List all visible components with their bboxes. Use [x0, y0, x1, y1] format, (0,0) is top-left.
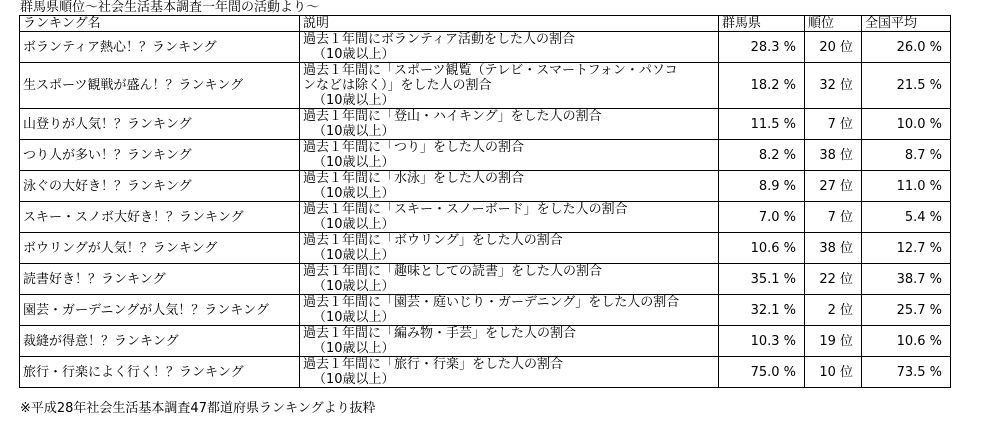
description-cell: [300, 233, 719, 264]
table-row: [20, 32, 951, 63]
description-line: 過去１年間に「趣味としての読書」をした人の割合: [303, 264, 603, 279]
age-note: （10歳以上）: [313, 155, 395, 170]
header-name: ランキング名: [20, 16, 300, 32]
national-average-cell: 5.4 %: [862, 202, 951, 233]
description-cell: [300, 202, 719, 233]
gunma-value-cell: 75.0 %: [719, 357, 805, 388]
table-row: [20, 202, 951, 233]
age-note: （10歳以上）: [313, 217, 395, 232]
rank-value-cell: 2 位: [805, 295, 862, 326]
table-row: [20, 63, 951, 109]
age-note: （10歳以上）: [313, 186, 395, 201]
ranking-name-cell: 山登りが人気！？ランキング: [20, 109, 300, 140]
national-average-cell: 38.7 %: [862, 264, 951, 295]
ranking-name-cell: ボランティア熱心！？ランキング: [20, 32, 300, 63]
table-row: [20, 140, 951, 171]
table-row: [20, 264, 951, 295]
table-header-row: [20, 16, 951, 32]
ranking-name-cell: 旅行・行楽によく行く！？ランキング: [20, 357, 300, 388]
rank-value-cell: 10 位: [805, 357, 862, 388]
description-line: 過去１年間にボランティア活動をした人の割合: [303, 32, 575, 47]
table-row: [20, 109, 951, 140]
rank-value-cell: 38 位: [805, 233, 862, 264]
footnote: ※平成28年社会生活基本調査47都道府県ランキングより抜粋: [20, 401, 376, 416]
description-cell: [300, 63, 719, 109]
description-cell: [300, 140, 719, 171]
description-cell: [300, 109, 719, 140]
table-row: [20, 295, 951, 326]
description-cell: [300, 326, 719, 357]
gunma-value-cell: 28.3 %: [719, 32, 805, 63]
ranking-name-cell: 泳ぐの大好き！？ランキング: [20, 171, 300, 202]
age-note: （10歳以上）: [313, 310, 395, 325]
gunma-value-cell: 32.1 %: [719, 295, 805, 326]
gunma-value-cell: 18.2 %: [719, 63, 805, 109]
gunma-value-cell: 11.5 %: [719, 109, 805, 140]
table-row: [20, 326, 951, 357]
age-note: （10歳以上）: [313, 124, 395, 139]
national-average-cell: 73.5 %: [862, 357, 951, 388]
description-cell: [300, 171, 719, 202]
description-line: 過去１年間に「登山・ハイキング」をした人の割合: [303, 109, 602, 124]
description-line: 過去１年間に「園芸・庭いじり・ガーデニング」をした人の割合: [303, 295, 680, 310]
description-line: 過去１年間に「旅行・行楽」をした人の割合: [303, 357, 564, 372]
age-note: （10歳以上）: [313, 93, 395, 108]
national-average-cell: 12.7 %: [862, 233, 951, 264]
description-line: 過去１年間に「水泳」をした人の割合: [303, 171, 525, 186]
description-cell: [300, 264, 719, 295]
description-line: 過去１年間に「スポーツ観覧（テレビ・スマートフォン・パソコ: [303, 63, 678, 78]
description-line: ンなどは除く）」をした人の割合: [303, 78, 492, 93]
age-note: （10歳以上）: [313, 279, 395, 294]
rank-value-cell: 38 位: [805, 140, 862, 171]
gunma-value-cell: 10.6 %: [719, 233, 805, 264]
description-cell: [300, 32, 719, 63]
header-description: 説明: [300, 16, 719, 32]
age-note: （10歳以上）: [313, 372, 395, 387]
ranking-name-cell: 園芸・ガーデニングが人気！？ランキング: [20, 295, 300, 326]
rank-value-cell: 22 位: [805, 264, 862, 295]
description-cell: [300, 295, 719, 326]
ranking-name-cell: 裁縫が得意！？ランキング: [20, 326, 300, 357]
rank-value-cell: 27 位: [805, 171, 862, 202]
age-note: （10歳以上）: [313, 47, 395, 62]
description-line: 過去１年間に「スキー・スノーボード」をした人の割合: [303, 202, 628, 217]
ranking-name-cell: 生スポーツ観戦が盛ん！？ランキング: [20, 63, 300, 109]
gunma-value-cell: 7.0 %: [719, 202, 805, 233]
ranking-name-cell: 読書好き！？ランキング: [20, 264, 300, 295]
rank-value-cell: 7 位: [805, 202, 862, 233]
national-average-cell: 25.7 %: [862, 295, 951, 326]
description-line: 過去１年間に「編み物・手芸」をした人の割合: [303, 326, 577, 341]
national-average-cell: 21.5 %: [862, 63, 951, 109]
national-average-cell: 10.6 %: [862, 326, 951, 357]
header-rank: 順位: [805, 16, 862, 32]
gunma-value-cell: 35.1 %: [719, 264, 805, 295]
description-line: 過去１年間に「つり」をした人の割合: [303, 140, 525, 155]
gunma-value-cell: 8.2 %: [719, 140, 805, 171]
table-row: [20, 233, 951, 264]
header-national: 全国平均: [862, 16, 951, 32]
description-line: 過去１年間に「ボウリング」をした人の割合: [303, 233, 563, 248]
age-note: （10歳以上）: [313, 248, 395, 263]
rank-value-cell: 32 位: [805, 63, 862, 109]
rank-value-cell: 19 位: [805, 326, 862, 357]
national-average-cell: 11.0 %: [862, 171, 951, 202]
ranking-name-cell: スキー・スノボ大好き！？ランキング: [20, 202, 300, 233]
description-cell: [300, 357, 719, 388]
ranking-name-cell: ボウリングが人気！？ランキング: [20, 233, 300, 264]
national-average-cell: 26.0 %: [862, 32, 951, 63]
gunma-value-cell: 8.9 %: [719, 171, 805, 202]
table-row: [20, 171, 951, 202]
ranking-name-cell: つり人が多い！？ランキング: [20, 140, 300, 171]
table-row: [20, 357, 951, 388]
age-note: （10歳以上）: [313, 341, 395, 356]
gunma-value-cell: 10.3 %: [719, 326, 805, 357]
rank-value-cell: 20 位: [805, 32, 862, 63]
header-gunma: 群馬県: [719, 16, 805, 32]
page-title: 群馬県順位～社会生活基本調査一年間の活動より～: [20, 0, 320, 15]
national-average-cell: 8.7 %: [862, 140, 951, 171]
ranking-table: [19, 15, 951, 388]
national-average-cell: 10.0 %: [862, 109, 951, 140]
rank-value-cell: 7 位: [805, 109, 862, 140]
